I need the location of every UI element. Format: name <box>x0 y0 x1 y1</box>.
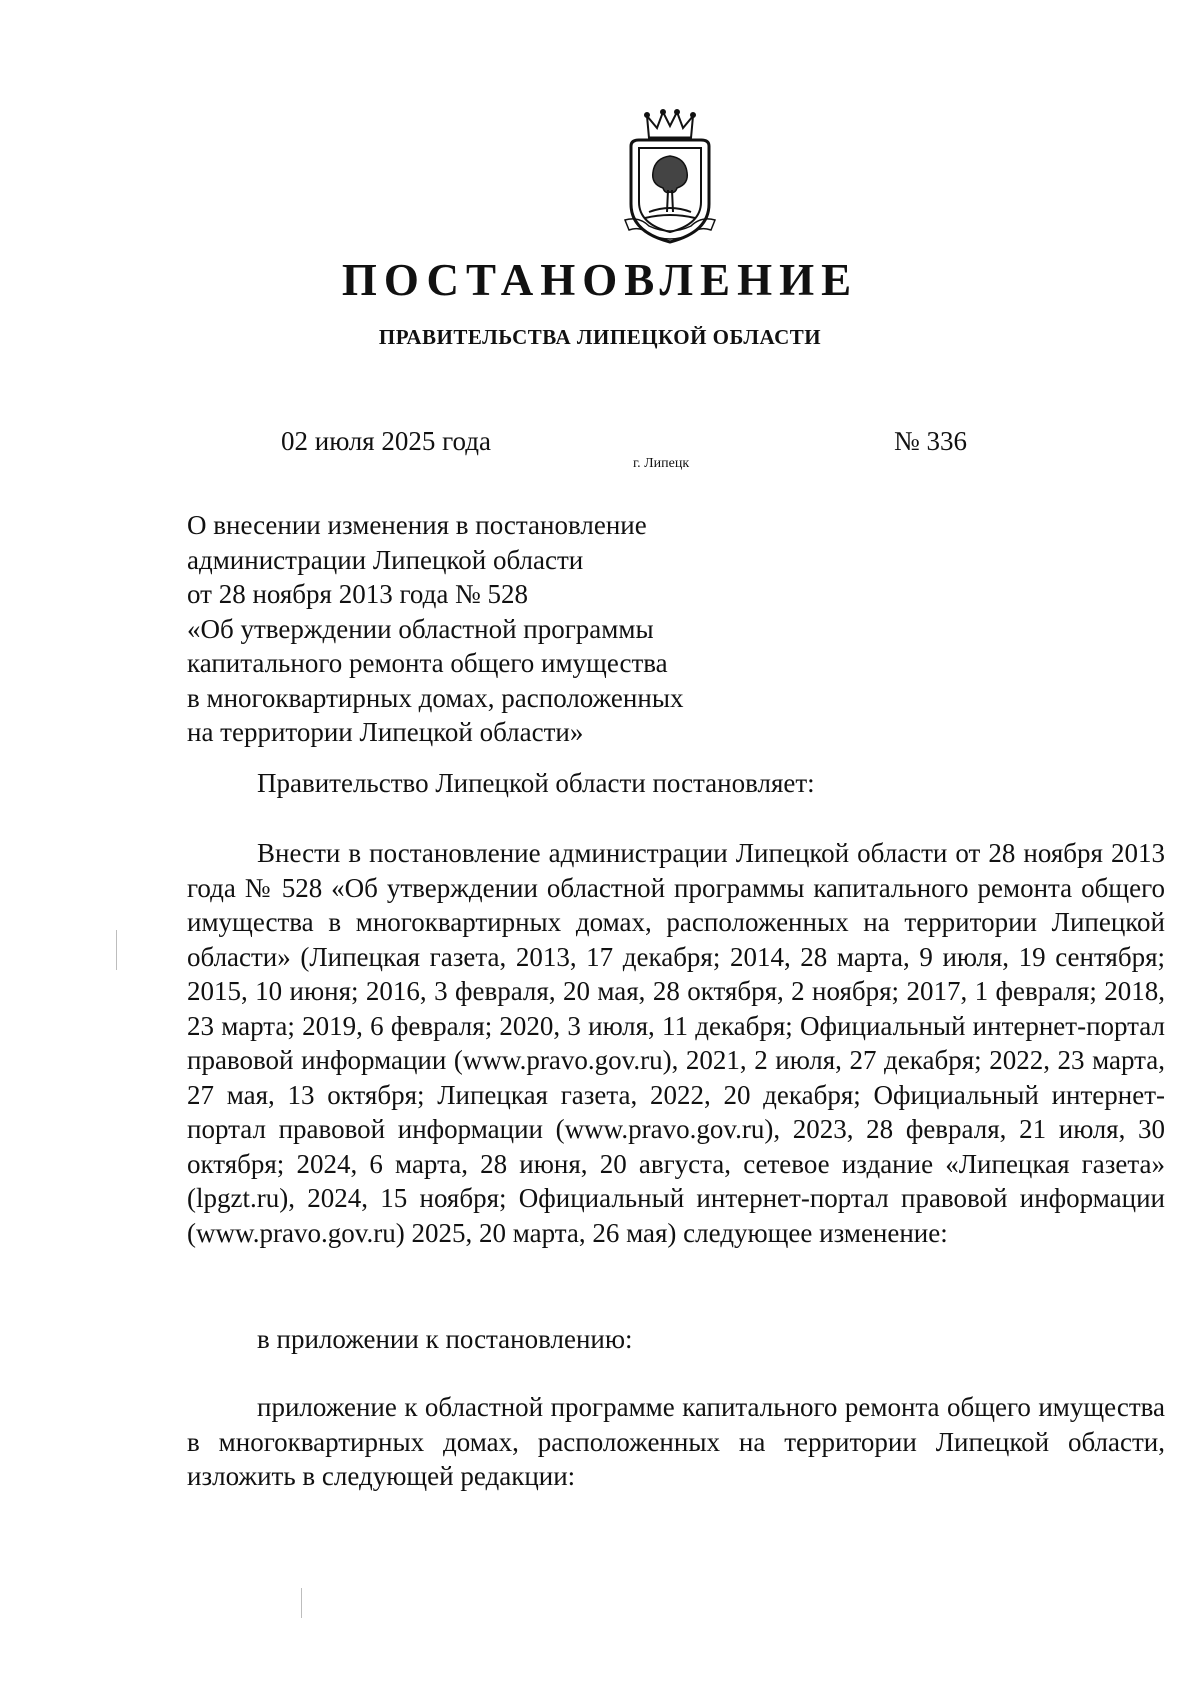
document-city: г. Липецк <box>633 456 690 471</box>
scan-margin-mark <box>116 930 117 970</box>
coat-of-arms-icon <box>619 108 721 246</box>
heading-line: на территории Липецкой области» <box>187 717 584 747</box>
annex-paragraph: приложение к областной программе капитального ремонта общего имущества в многоквартирных домах, расположенных на территории Липецкой области, изложить в следующей редакции: <box>187 1392 1165 1491</box>
document-title: ПОСТАНОВЛЕНИЕ <box>341 255 859 305</box>
heading-line: администрации Липецкой области <box>187 544 584 575</box>
heading-line: «Об утверждении областной программы <box>187 613 654 644</box>
heading-line: в многоквартирных домах, расположенных <box>187 682 684 713</box>
issuing-authority: ПРАВИТЕЛЬСТВА ЛИПЕЦКОЙ ОБЛАСТИ <box>378 325 822 349</box>
document-date: 02 июля 2025 года <box>281 426 491 456</box>
document-heading <box>187 508 807 750</box>
annex-intro-paragraph: в приложении к постановлению: <box>257 1324 633 1354</box>
intro-paragraph: Правительство Липецкой области постановляет: <box>257 768 815 798</box>
heading-line: капитального ремонта общего имущества <box>187 648 668 678</box>
main-paragraph: Внести в постановление администрации Липецкой области от 28 ноября 2013 года № 528 «Об утверждении областной программы капитального ремонта общего имущества в многоквартирных домах, расположенных на территории Липецкой области» (Липецкая газета, 2013, 17 декабря; 2014, 28 марта, 9 июля, 19 сентября; 2015, 10 июня; 2016, 3 февраля, 20 мая, 28 октября, 2 ноября; 2017, 1 февраля; 2018, 23 марта; 2019, 6 февраля; 2020, 3 июля, 11 декабря; Официальный интернет-портал правовой информации (www.pravo.gov.ru), 2021, 2 июля, 27 декабря; 2022, 23 марта, 27 мая, 13 октября; Липецкая газета, 2022, 20 декабря; Официальный интернет-портал правовой информации (www.pravo.gov.ru), 2023, 28 февраля, 21 июля, 30 октября; 2024, 6 марта, 28 июня, 20 августа, сетевое издание «Липецкая газета» (lpgzt.ru), 2024, 15 ноября; Официальный интернет-портал правовой информации (www.pravo.gov.ru) 2025, 20 марта, 26 мая) следующее изменение: <box>187 838 1165 1248</box>
heading-line: от 28 ноября 2013 года № 528 <box>187 579 529 609</box>
scan-margin-mark <box>301 1588 302 1618</box>
heading-line: О внесении изменения в постановление <box>187 510 647 540</box>
document-number: № 336 <box>894 426 968 456</box>
